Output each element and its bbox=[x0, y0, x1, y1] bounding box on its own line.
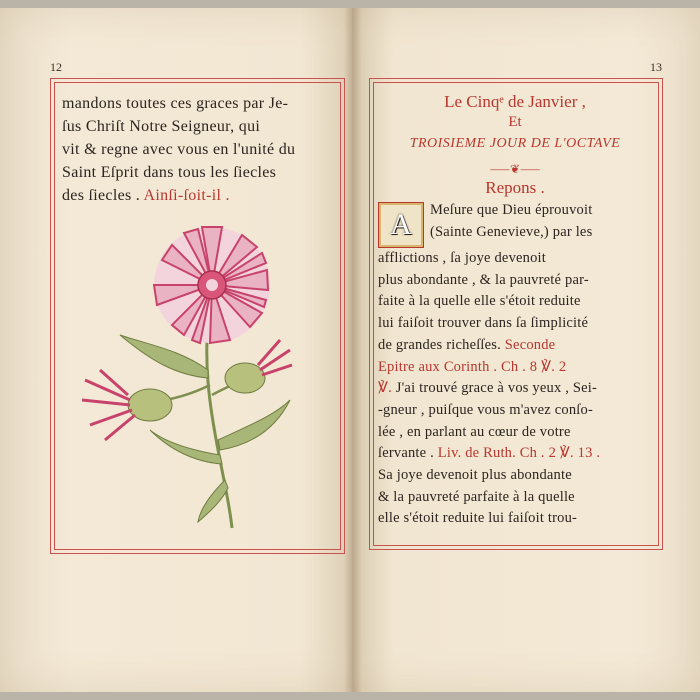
text-line: Sa joye devenoit plus abondante bbox=[378, 467, 572, 484]
illuminated-initial: A bbox=[378, 202, 424, 248]
date-title: Le Cinqᵉ de Janvier , bbox=[444, 92, 586, 111]
book-gutter bbox=[344, 8, 362, 692]
feast-title: TROISIEME JOUR DE L'OCTAVE bbox=[409, 136, 621, 151]
text-line-verse bbox=[378, 378, 656, 400]
text-line: afflictions , ſa joye devenoit bbox=[378, 250, 547, 266]
text-line: lui faiſoit trouver dans ſa ſimplicité bbox=[378, 315, 589, 332]
verse-number: ℣. 2 bbox=[541, 358, 567, 375]
versicle-mark: ℣. bbox=[378, 380, 392, 397]
amen-rubric: Ainſi-ſoit-il . bbox=[143, 187, 230, 204]
text-line: lée , en parlant au cœur de votre bbox=[378, 423, 571, 440]
text-fragment: des ſiecles . bbox=[62, 187, 141, 204]
scripture-reference: Liv. de Ruth. Ch . 2 bbox=[437, 445, 557, 462]
text-line: Saint Eſprit dans tous les ſiecles bbox=[62, 164, 277, 181]
text-line: -gneur , puiſque vous m'avez conſo- bbox=[378, 401, 593, 418]
text-line: (Sainte Genevieve,) par les bbox=[430, 223, 593, 240]
text-line: ſus Chriſt Notre Seigneur, qui bbox=[62, 118, 261, 135]
verse-number: ℣. 13 . bbox=[559, 445, 601, 462]
text-fragment: de grandes richeſſes. bbox=[378, 336, 501, 353]
text-line: faite à la quelle elle s'étoit reduite bbox=[378, 293, 581, 310]
scripture-reference: Epitre aux Corinth . Ch . 8 bbox=[378, 358, 538, 375]
section-heading: Repons . bbox=[485, 178, 545, 197]
text-line: vit & regne avec vous en l'unité du bbox=[62, 141, 296, 158]
text-line-last bbox=[62, 184, 337, 207]
text-line: & la pauvreté parfaite à la quelle bbox=[378, 488, 575, 505]
text-line: elle s'étoit reduite lui faiſoit trou- bbox=[378, 510, 578, 527]
conjunction-line: Et bbox=[508, 114, 522, 130]
page-number-right: 13 bbox=[650, 60, 662, 74]
text-line: mandons toutes ces graces par Je- bbox=[62, 95, 289, 112]
scripture-reference-line bbox=[378, 357, 656, 379]
text-line: plus abondante , & la pauvreté par- bbox=[378, 271, 589, 288]
text-line: Meſure que Dieu éprouvoit bbox=[430, 202, 593, 218]
ornament-flourish: ⸺❦⸺ bbox=[489, 162, 541, 176]
text-line-with-reference bbox=[378, 443, 656, 465]
right-page-text bbox=[378, 200, 656, 530]
text-line-with-reference bbox=[378, 335, 656, 357]
text-fragment: ſervante . bbox=[378, 445, 434, 462]
page-number-left: 12 bbox=[50, 60, 62, 74]
left-page-text bbox=[62, 92, 337, 207]
text-fragment: J'ai trouvé grace à vos yeux , Sei- bbox=[395, 380, 598, 397]
scripture-reference: Seconde bbox=[504, 336, 556, 353]
cornflower-illustration bbox=[80, 210, 300, 530]
